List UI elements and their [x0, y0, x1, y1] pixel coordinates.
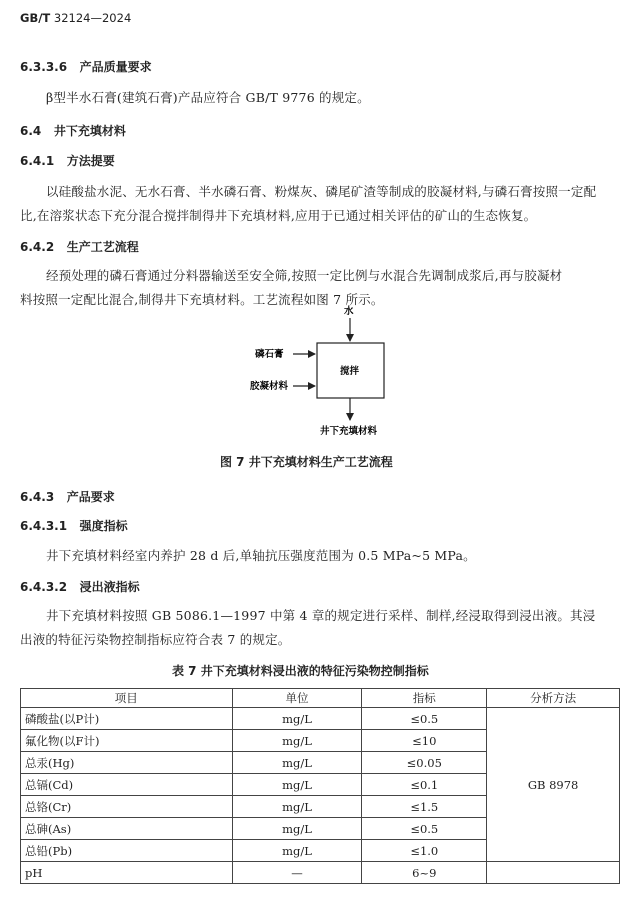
- cell-limit: ≤1.5: [362, 796, 487, 818]
- cell-limit: 6~9: [362, 862, 487, 884]
- label-water: 水: [344, 306, 354, 317]
- cell-limit: ≤0.1: [362, 774, 487, 796]
- cell-unit: mg/L: [232, 708, 362, 730]
- cell-unit: mg/L: [232, 840, 362, 862]
- table-header-row: [21, 689, 620, 708]
- heading-6-4-3-1: 6.4.3.1 强度指标: [20, 519, 128, 533]
- paragraph-6-3-3-6: β型半水石膏(建筑石膏)产品应符合 GB/T 9776 的规定。: [46, 90, 370, 105]
- header-method: 分析方法: [487, 689, 620, 708]
- cell-unit: mg/L: [232, 774, 362, 796]
- paragraph-6-4-3-2-line-2: 出液的特征污染物控制指标应符合表 7 的规定。: [20, 632, 291, 647]
- cell-limit: ≤0.5: [362, 708, 487, 730]
- label-binder: 胶凝材料: [250, 381, 289, 392]
- heading-6-4-2: 6.4.2 生产工艺流程: [20, 240, 139, 254]
- header-unit: 单位: [232, 689, 362, 708]
- heading-6-3-3-6: 6.3.3.6 产品质量要求: [20, 60, 152, 74]
- cell-unit: mg/L: [232, 818, 362, 840]
- header-item: 项目: [21, 689, 233, 708]
- paragraph-6-4-3-1: 井下充填材料经室内养护 28 d 后,单轴抗压强度范围为 0.5 MPa~5 MPa。: [46, 548, 476, 563]
- cell-item: 总汞(Hg): [21, 752, 233, 774]
- heading-6-4: 6.4 井下充填材料: [20, 124, 126, 138]
- paragraph-6-4-2-line-1: 经预处理的磷石膏通过分料器输送至安全筛,按照一定比例与水混合先调制成浆后,再与胶凝材: [46, 268, 563, 283]
- cell-method: GB 8978: [487, 708, 620, 862]
- cell-item: 氟化物(以F计): [21, 730, 233, 752]
- label-phosphogypsum: 磷石膏: [255, 349, 284, 360]
- cell-item: 总铬(Cr): [21, 796, 233, 818]
- cell-item: 磷酸盐(以P计): [21, 708, 233, 730]
- standard-code: 32124—2024: [53, 11, 132, 25]
- paragraph-6-4-2-line-2: 料按照一定配比混合,制得井下充填材料。工艺流程如图 7 所示。: [20, 292, 384, 307]
- paragraph-6-4-1-line-2: 比,在溶浆状态下充分混合搅拌制得井下充填材料,应用于已通过相关评估的矿山的生态恢复。: [20, 208, 537, 223]
- label-output: 井下充填材料: [320, 426, 378, 437]
- heading-6-4-3: 6.4.3 产品要求: [20, 490, 115, 504]
- cell-item: pH: [21, 862, 233, 884]
- table-row: [21, 708, 620, 730]
- cell-item: 总镉(Cd): [21, 774, 233, 796]
- header-limit: 指标: [362, 689, 487, 708]
- cell-unit: mg/L: [232, 796, 362, 818]
- standard-number: [20, 11, 131, 25]
- process-box: [317, 343, 384, 398]
- heading-6-4-3-2: 6.4.3.2 浸出液指标: [20, 580, 140, 594]
- cell-limit: ≤0.05: [362, 752, 487, 774]
- cell-unit: mg/L: [232, 730, 362, 752]
- cell-item: 总砷(As): [21, 818, 233, 840]
- cell-method-empty: [487, 862, 620, 884]
- cell-limit: ≤10: [362, 730, 487, 752]
- table-caption: 表 7 井下充填材料浸出液的特征污染物控制指标: [172, 664, 429, 678]
- table-row: [21, 862, 620, 884]
- heading-6-4-1: 6.4.1 方法提要: [20, 154, 115, 168]
- cell-limit: ≤0.5: [362, 818, 487, 840]
- pollutant-limits-table: [20, 688, 620, 884]
- cell-unit: mg/L: [232, 752, 362, 774]
- cell-limit: ≤1.0: [362, 840, 487, 862]
- paragraph-6-4-1-line-1: 以硅酸盐水泥、无水石膏、半水磷石膏、粉煤灰、磷尾矿渣等制成的胶凝材料,与磷石膏按照一定配: [46, 184, 597, 199]
- figure-caption: 图 7 井下充填材料生产工艺流程: [220, 455, 393, 469]
- cell-item: 总铅(Pb): [21, 840, 233, 862]
- standard-prefix: GB/T: [20, 11, 51, 25]
- cell-unit: —: [232, 862, 362, 884]
- label-mixing: 搅拌: [340, 366, 360, 377]
- paragraph-6-4-3-2-line-1: 井下充填材料按照 GB 5086.1—1997 中第 4 章的规定进行采样、制样,经浸取得到浸出液。其浸: [46, 608, 596, 623]
